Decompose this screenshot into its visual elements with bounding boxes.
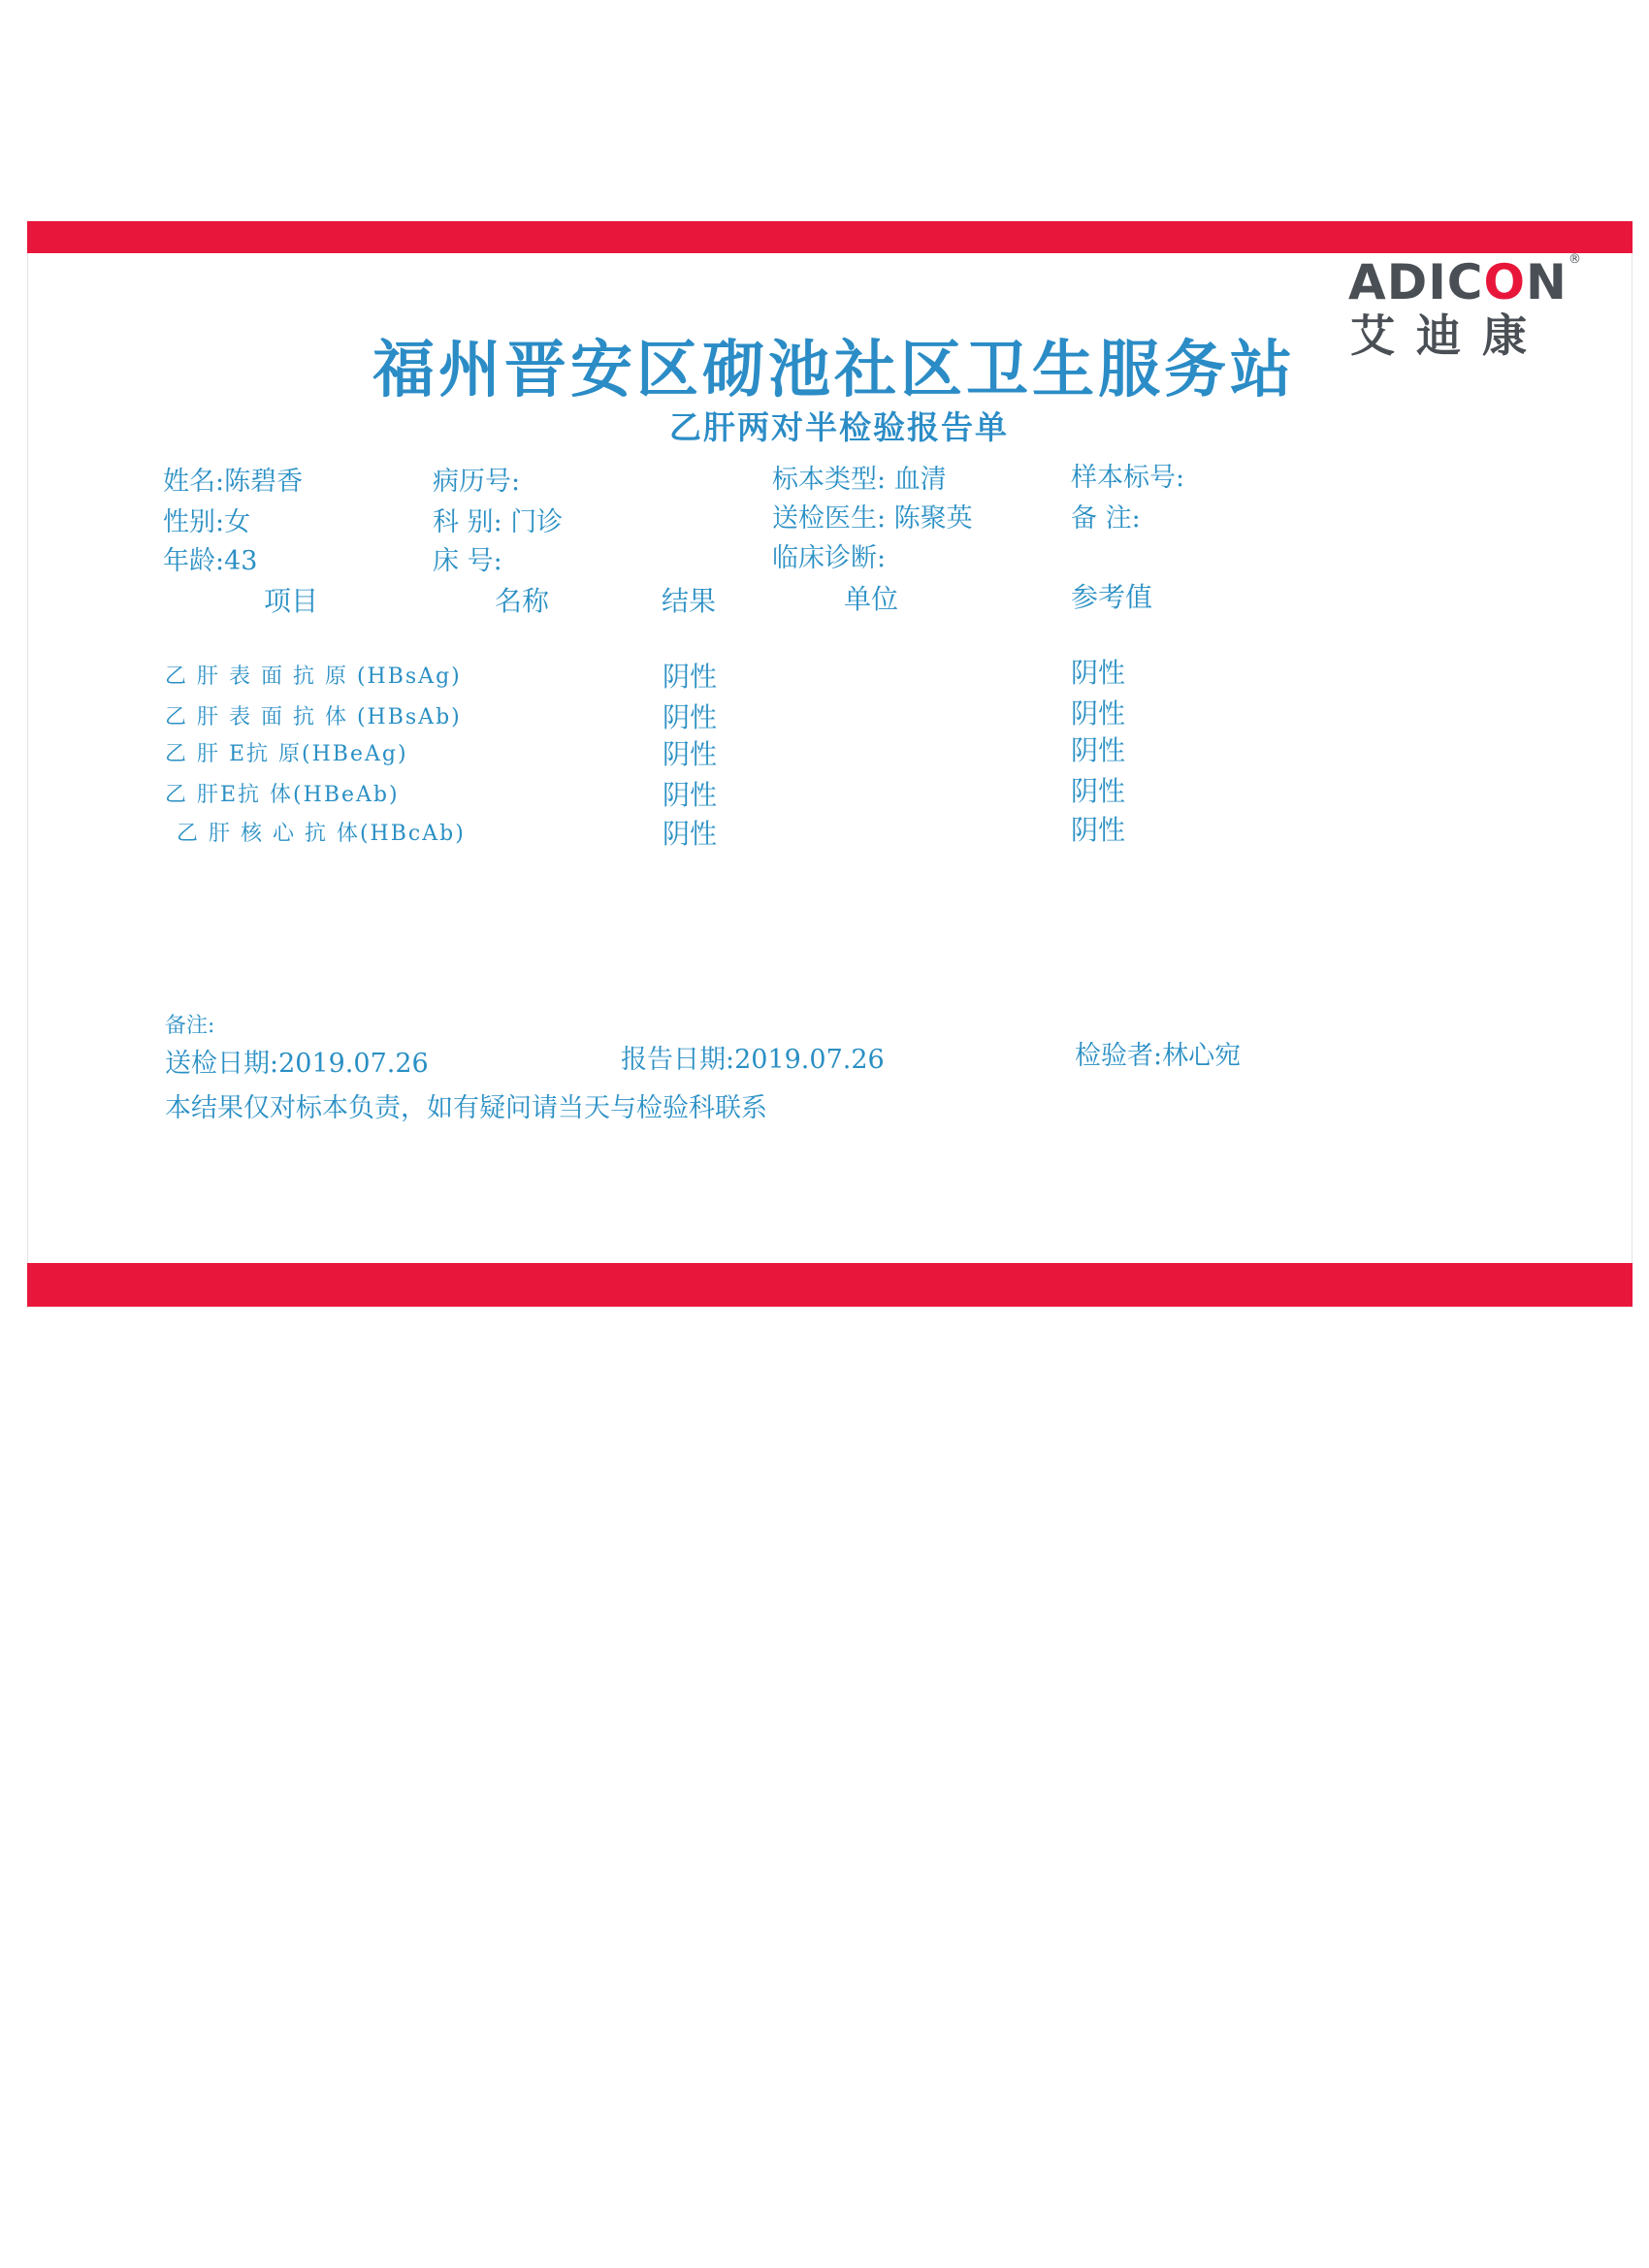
department: 科 别: 门诊 [433,507,564,537]
table-row-result: 阴性 [663,701,718,733]
disclaimer: 本结果仅对标本负责，如有疑问请当天与检验科联系 [165,1093,767,1123]
table-row-name: 乙 肝 E抗 原(HBeAg) [165,742,408,766]
inspector: 检验者:林心宛 [1075,1041,1242,1071]
submitting-doctor: 送检医生: 陈聚英 [772,503,973,534]
bed-number: 床 号: [433,546,502,576]
header-result: 结果 [662,585,717,617]
table-row-reference: 阴性 [1071,814,1126,846]
report-date: 报告日期:2019.07.26 [621,1045,885,1075]
info-remark: 备 注: [1071,503,1141,534]
specimen-type: 标本类型: 血清 [772,465,947,495]
sample-number: 样本标号: [1071,463,1185,493]
header-reference: 参考值 [1071,581,1153,613]
table-row-result: 阴性 [663,818,718,850]
record-number: 病历号: [433,467,521,497]
bottom-red-band [27,1263,1633,1307]
logo-latin-text: ADICON [1348,254,1568,310]
top-red-band [27,221,1633,253]
header-item: 项目 [264,585,319,617]
patient-age: 年龄:43 [163,546,258,576]
logo-chinese-text: 艾迪康 [1350,309,1548,362]
header-name: 名称 [495,585,550,617]
table-row-name: 乙 肝 表 面 抗 体 (HBsAb) [165,705,462,729]
table-row-reference: 阴性 [1071,734,1126,766]
header-unit: 单位 [844,583,899,615]
table-row-name: 乙 肝 表 面 抗 原 (HBsAg) [165,664,462,689]
report-subtitle: 乙肝两对半检验报告单 [669,408,1009,446]
table-row-result: 阴性 [663,738,718,770]
table-row-name: 乙 肝 核 心 抗 体(HBcAb) [177,822,466,846]
clinical-diagnosis: 临床诊断: [772,543,887,573]
table-row-result: 阴性 [663,779,718,811]
submit-date: 送检日期:2019.07.26 [165,1049,429,1079]
patient-gender: 性别:女 [163,507,251,537]
table-row-reference: 阴性 [1071,657,1126,689]
table-row-reference: 阴性 [1071,697,1126,729]
page-title: 福州晋安区砌池社区卫生服务站 [372,334,1296,406]
logo-registered-mark: ® [1568,252,1581,267]
table-row-result: 阴性 [663,661,718,693]
patient-name: 姓名:陈碧香 [163,467,304,497]
table-row-name: 乙 肝E抗 体(HBeAb) [165,783,400,807]
footer-remark: 备注: [165,1014,215,1038]
table-row-reference: 阴性 [1071,775,1126,807]
